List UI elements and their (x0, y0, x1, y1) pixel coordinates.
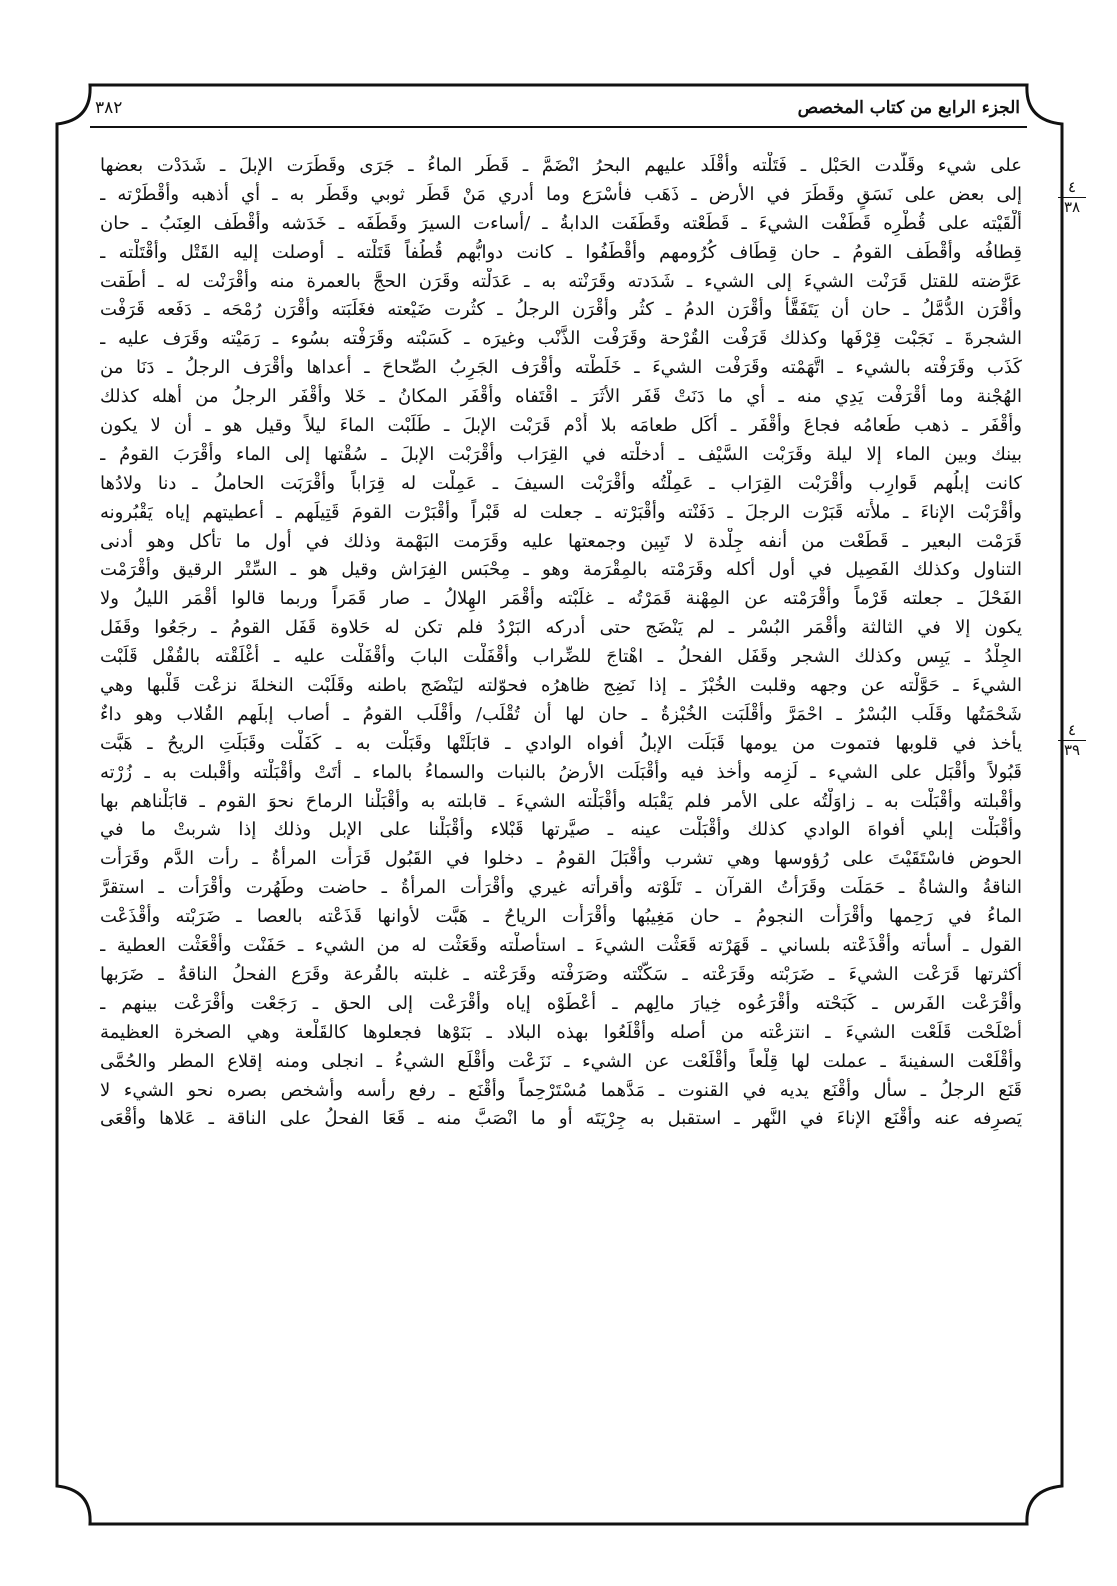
text-line: قَبُولاً وأقْبَل على الشيء ـ لَزِمه وأخذ فيه وأقْبَلَت الأرضُ بالنبات والسماءُ بالماء ـ أتَتْ وأقْبَلْته وأقْبلت به ـ زُرْته (100, 761, 1022, 783)
text-line: شَحْمَتُها وقَلَب البُسْرُ ـ احْمَرَّ وأقْلَبَت الخُبْزةُ ـ حان لها أن تُقْلَب/ وأقْلَب القومُ ـ أصاب إبلَهم القُلاب وهو داءٌ (100, 703, 1022, 725)
text-line: بينك وبين الماء إلا ليلة وقَرَبْت السَّيْف ـ أدخلْته في القِرَاب وأقْرَبْت الإبلَ ـ سُقْتها إلى الماء وأقْرَبَ القومُ ـ (100, 443, 1022, 465)
text-line: وأقْرَعْت الفَرس ـ كَبَحْته وأقْرَعُوه خِيارَ مالِهم ـ أعْطَوْه إياه وأقْرَعْت إلى الحق ـ رَجَعْت وأقْرَعْت بينهم ـ (100, 992, 1022, 1014)
text-line: الحوض فاسْتَقَيْتَ على رُؤوسها وهي تشرب وأقْبَلَ القومُ ـ دخلوا في القَبُول قَرَأَت المرأةُ ـ رأت الدَّم وقَرَأَت (100, 848, 1022, 870)
text-line: أصْلَحْت قَلَعْت الشيءَ ـ انتزعْته من أصله وأقْلَعُوا بهذه البلاد ـ بَنَوْها فجعلوها كالقَلْعة وهي الصخرة العظيمة (100, 1021, 1022, 1043)
text-line: الفَحْلَ ـ جعلته قَرْماً وأقْرَمْته عن المِهْنة قَمَرْتُه ـ غلَبْته وأقْمَر الهِلالُ ـ صار قَمَراً وربما قالوا أقْمَر الليلُ ولا (100, 588, 1022, 610)
text-line: كَذَب وقَرَفْته بالشيء ـ اتَّهَمْته وقَرَفْت الشيءَ ـ خَلَطْته وأقْرَف الجَرِبُ الصِّحاحَ ـ أعداها وأقْرَف الرجلُ ـ دَنَا من (100, 357, 1022, 379)
text-line: الشجرةَ ـ نَجَبْت قِرْفَها وكذلك قَرَفْت القُرْحة وقَرَفْت الذَّنْب وغيرَه ـ كَسَبْته وقَرَفْته بسُوء ـ رَمَيْته وقَرَف عليه ـ (100, 328, 1022, 350)
margin-ref-page: ٣٨ (1063, 198, 1081, 216)
margin-reference (1058, 180, 1086, 215)
text-line: القول ـ أسأْته وأقْذَعْته بلساني ـ قَهَرْته قَعَثْت الشيءَ ـ استأصلْته وقَعَثْت له من الشيء ـ حَفَنْت وأقْعَثْت العطية ـ (100, 935, 1022, 957)
text-line: أكثرتها قَرَعْت الشيءَ ـ ضَرَبْته وقَرَعْته ـ سَكَّنْته وصَرَفْته وقَرَعْته ـ غلبته بالقُرعة وقَرَع الفحلُ الناقةُ ـ ضَرَبها (100, 963, 1022, 985)
margin-ref-page: ٣٩ (1063, 741, 1081, 759)
text-line: على شيء وقَلَّدت الحَبْل ـ فَتَلْته وأقْلَد عليهم البحرُ انْضَمَّ ـ قَطَر الماءُ ـ جَرَى وقَطَرَت الإبلَ ـ شَدَدْت بعضها (100, 155, 1022, 176)
text-line: الشيءَ ـ حَوَّلْته عن وجهه وقلبت الخُبْزَ ـ إذا نَضِج ظاهرُه فحوّلته ليَنْضَج باطنه وقَلَبْت النخلةَ نزعْت قَلْبها وهي (100, 675, 1022, 697)
text-line: وأقْرَبْت الإناءَ ـ ملأْته قَبَرْت الرجلَ ـ دَفَنْته وأقْبَرْته ـ جعلت له قَبْراً وأقْبَرْت القومَ قَتِيلَهم ـ أعطيتهم إياه يَقْبُرونه (100, 501, 1022, 523)
text-line: وأقْلَعْت السفينةَ ـ عملت لها قِلْعاً وأقْلَعْت عن الشيء ـ نَزَعْت وأقْلَع الشيءُ ـ انجلى ومنه إقلاع المطر والحُمَّى (100, 1050, 1022, 1072)
text-line: الماءُ في رَحِمها وأقْرَأَت النجومُ ـ حان مَغِيبُها وأقْرَأَت الرياحُ ـ هَبَّت لأوانها قَذَعْته بالعصا ـ ضَرَبْته وأقْذَعْت (100, 906, 1022, 928)
margin-ref-volume: ٤ (1058, 180, 1086, 198)
text-line: الناقةُ والشاةُ ـ حَمَلَت وقَرَأْتُ القرآن ـ تَلَوْته وأقرأْته غيري وأقْرَأَت المرأةُ ـ حاضت وطَهُرت وأقْرَأْت ـ استقرَّ (100, 877, 1022, 899)
text-line: ألْقَيْته على قُطْرِه قَطَفْت الشيءَ ـ قَطَعْته وقَطَفَت الدابةُ ـ /أساءت السيرَ وقَطَفَه ـ خَدَشه وأقْطَف العِنَبُ ـ حان (100, 212, 1022, 234)
text-line: عَرَّضته للقتل قَرَنْت الشيءَ إلى الشيء ـ شَدَدته وقَرَنْته به ـ عَدَلْته وقَرَن الحجَّ بالعمرة منه وأقْرَنْت له ـ أطَقت (100, 270, 1022, 292)
page-number: ٣٨٢ (95, 98, 123, 118)
text-line: قِطافُه وأقْطَف القومُ ـ حان قِطَاف كُرُومهم وأقْطَفُوا ـ كانت دوابُّهم قُطُفاً قَتَلْته ـ أوصلت إليه القَتْل وأقْتَلْته ـ (100, 241, 1022, 263)
text-line: وأقْفَر ـ ذهب طَعامُه فجاعَ وأقْفَر ـ أكَل طعامَه بلا أُدْم قَرَبْت الإبلَ ـ طَلَبْت الماءَ ليلاً وقيل هو ـ أن لا يكون (100, 415, 1022, 437)
text-line: وأقْرَن الدُّمَّلُ ـ حان أن يَتَفَقَّأ وأقْرَن الدمُ ـ كثُر وأقْرَن الرجلُ ـ كثُرت ضَيْعته فغَلَبَته وأقْرَن رُمْحَه ـ دَفَعه قَرَفْت (100, 299, 1022, 321)
text-line: الهُجْنة وما أقْرَفْت يَدِي منه ـ أي ما دَنَتْ قَفَر الأثَرَ ـ اقْتَفاه وأقْفَر المكانُ ـ خَلا وأقْفَر الرجلُ من أهله كذلك (100, 386, 1022, 408)
text-line: وأقْبَلْت إبلي أفواهَ الوادي كذلك وأقْبَلْت عينه ـ صيَّرتها قَبْلاء وأقْبَلْنا على الإبل وذلك إذا شربتْ ما في (100, 819, 1022, 841)
body-text (100, 152, 1022, 1402)
text-line: الجِلْدُ ـ يَبِس وكذلك الشجر وقَفَل الفحلُ ـ اهْتاجَ للضِّراب وأقْفَلْت البابَ وأقْفَلْت عليه ـ أغْلَقْته بالقُفْل قَلَبْت (100, 646, 1022, 668)
text-line: التناول وكذلك الفَصِيل في أول أكله وقَرَمْته بالمِقْرَمة وهو ـ مِحْبَس الفِرَاش وقيل هو ـ السِّتْر الرقيق وأقْرَمْت (100, 559, 1022, 581)
text-line: يأخذ في قلوبها فتموت من يومها قَبَلَت الإبلُ أفواه الوادي ـ قابَلَتْها وقَبَلْت به ـ كَفَلْت وقَبَلَتِ الريحُ ـ هَبَّت (100, 732, 1022, 754)
margin-ref-volume: ٤ (1058, 723, 1086, 741)
text-line: وأقْبلته وأقْبَلْت به ـ زاوَلْتُه على الأمر فلم يَقْبَله وأقْبَلْته الشيءَ ـ قابلته به وأقْبَلْنا الرماحَ نحوَ القوم ـ قابَلْناهم بها (100, 790, 1022, 812)
margin-reference (1058, 723, 1086, 758)
text-line: يَصرِفه عنه وأقْنَع الإناءَ في النَّهر ـ استقبل به جِرْيَتَه أو ما انْصَبَّ منه ـ قَعَا الفحلُ على الناقة ـ عَلاها وأقْعَى (100, 1108, 1022, 1130)
text-line: قَرَمْت البعير ـ قَطَعْت من أنفه جِلْدة لا تَبِين وجمعتها عليه وقَرَمت البَهْمة وذلك في أول ما تأكل وهو أدنى (100, 530, 1022, 552)
running-title: الجزء الرابع من كتاب المخصص (797, 98, 1020, 118)
text-line: كانت إبلُهم قَوارِب وأقْرَبْت القِرَاب ـ عَمِلْتُه وأقْرَبْت السيفَ ـ عَمِلْت له قِرَاباً وأقْرَبَت الحاملُ ـ دنا ولادُها (100, 472, 1022, 494)
text-line: يكون إلا في الثالثة وأقْمَر البُسْر ـ لم يَنْضَج حتى أدركه البَرْدُ فلم تكن له حَلاوة قَفَل القومُ ـ رجَعُوا وقَفَل (100, 617, 1022, 639)
text-line: إلى بعض على نَسَقٍ وقَطَرَ في الأرض ـ ذَهَب فأسْرَع وما أدري مَنْ قَطَر ثوبي وقَطَر به ـ أي أذهبه وأقْطَرْته ـ (100, 183, 1022, 205)
text-line: قَنَع الرجلُ ـ سأل وأقْنَع يديه في القنوت ـ مَدَّهما مُسْتَرْحِماً وأقْنَع ـ رفع رأسه وأشخص بصره نحو الشيء لا (100, 1079, 1022, 1101)
